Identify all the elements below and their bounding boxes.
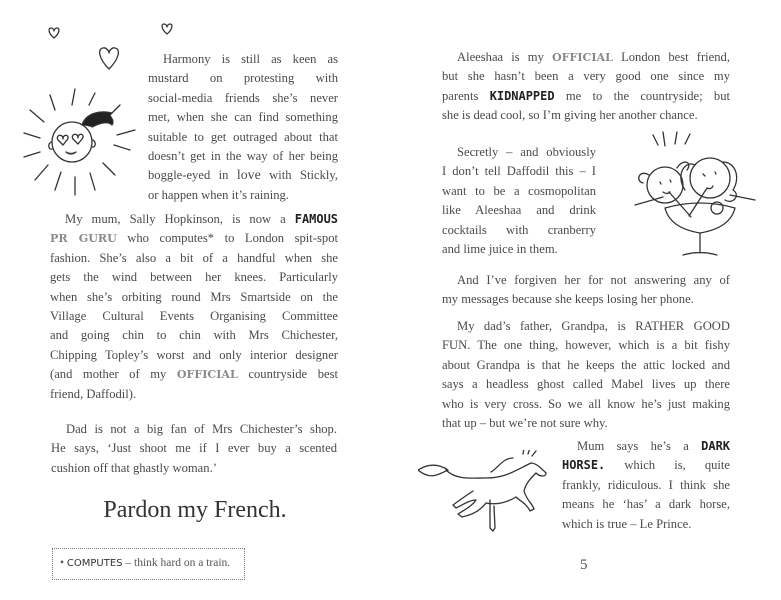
text-segment: she is dead cool, so I’m giving her another chance.	[442, 108, 698, 123]
text-segment: Chipping Topley’s worst and only interior designer	[50, 347, 338, 362]
text-segment: suitable to get outraged about that	[148, 129, 338, 144]
cocktail-girls-illustration	[615, 130, 760, 260]
paragraph-line	[442, 87, 730, 105]
paragraph-line	[577, 437, 730, 455]
text-segment: Secretly – and obviously	[457, 145, 596, 159]
paragraph-line	[442, 336, 730, 354]
paragraph-line	[442, 290, 730, 308]
text-segment: mustard on protesting with	[148, 71, 338, 86]
emphasis-loud: FAMOUS	[294, 212, 338, 226]
text-segment: cocktails with cranberry	[442, 222, 596, 237]
paragraph-line	[457, 48, 730, 67]
text-segment: when she’s orbiting round Mrs Smartside on the	[50, 289, 338, 304]
text-segment: that up – but we’re not sure why.	[442, 416, 608, 430]
text-segment: want to be a cosmopolitan	[442, 183, 596, 198]
text-segment: who computes* to London spit-spot	[116, 231, 338, 246]
text-segment: gets the wind between her knees. Particularly	[50, 270, 338, 285]
text-segment: frankly, ridiculous. I think she	[562, 477, 730, 492]
emphasis-loud: DARK	[701, 439, 730, 453]
paragraph-line	[442, 414, 730, 432]
left-page	[0, 0, 390, 600]
paragraph-line	[148, 69, 338, 87]
text-segment: Mum says he’s a	[577, 439, 702, 453]
paragraph-line	[562, 495, 730, 513]
paragraph-line	[50, 385, 338, 403]
paragraph-line	[148, 147, 338, 165]
paragraph-line	[442, 201, 596, 219]
text-segment: doesn’t get in the way of her being	[148, 149, 338, 163]
text-segment: My mum, Sally Hopkinson, is now a	[65, 212, 295, 226]
paragraph-line	[66, 420, 337, 438]
paragraph-line	[50, 326, 338, 344]
paragraph-line	[457, 271, 730, 289]
paragraph-line	[442, 375, 730, 393]
text-segment: or happen when it’s raining.	[148, 187, 289, 202]
text-segment: FUN. The one thing, however, which is a bit fishy	[442, 338, 730, 353]
footnote-definition: – think hard on a train.	[122, 557, 231, 569]
paragraph-line	[442, 162, 596, 180]
paragraph-line	[148, 186, 338, 204]
paragraph-line	[442, 67, 730, 85]
text-segment: Village Cultural Events Organising Committee	[50, 309, 338, 323]
page-number: 5	[580, 557, 588, 573]
paragraph-line	[50, 307, 338, 325]
heading-text: Pardon my French.	[103, 497, 287, 523]
paragraph-line	[148, 89, 338, 107]
emphasis-loud: KIDNAPPED	[489, 88, 555, 103]
text-segment: and going chin to chin with Mrs Chichester,	[50, 328, 338, 343]
text-segment: my messages because she keeps losing her phone.	[442, 292, 694, 307]
paragraph-line	[65, 210, 338, 228]
paragraph-line	[148, 166, 338, 184]
text-segment: met, when she can find something	[148, 110, 338, 125]
paragraph-line	[51, 459, 337, 477]
text-segment: boggle-eyed in	[148, 168, 237, 183]
paragraph-line	[562, 515, 730, 533]
paragraph-line	[50, 249, 338, 267]
paragraph-line	[50, 268, 338, 286]
paragraph-line	[50, 229, 338, 248]
text-segment: I don’t tell Daffodil this – I	[442, 164, 596, 179]
footnote-box	[52, 548, 245, 580]
text-segment: (and mother of my	[50, 367, 177, 382]
text-segment: friend, Daffodil).	[50, 386, 137, 401]
paragraph-line	[148, 128, 338, 146]
text-segment: me to the countryside; but	[554, 88, 730, 103]
pardon-heading	[0, 497, 390, 524]
emphasis-grey: OFFICIAL	[176, 368, 238, 382]
paragraph-line	[457, 317, 730, 335]
paragraph-line	[562, 476, 730, 494]
heart-icon	[160, 22, 174, 36]
text-segment: Harmony is still as keen as	[163, 52, 338, 66]
text-segment: says a headless ghost called Mabel lives up there	[442, 377, 730, 392]
paragraph-line	[442, 395, 730, 413]
paragraph-line	[50, 365, 338, 384]
text-segment: who is very cross. So we all know he’s just making	[442, 396, 730, 411]
paragraph-line	[442, 356, 730, 374]
text-segment: about Grandpa is that he keeps the attic locked and	[442, 357, 730, 372]
paragraph-line	[50, 288, 338, 306]
paragraph-line	[163, 50, 338, 68]
text-segment: like Aleeshaa and drink	[442, 203, 596, 218]
paragraph-line	[442, 182, 596, 200]
paragraph-line	[51, 439, 337, 457]
text-segment: which is true – Le Prince.	[562, 516, 692, 531]
text-segment: He says, ‘Just shoot me if I ever buy a scented	[51, 441, 337, 456]
heart-icon	[47, 26, 61, 40]
text-segment: and lime juice in them.	[442, 242, 558, 256]
text-segment: which is, quite	[605, 458, 730, 473]
text-segment: fashion. She’s also a bit of a handful when she	[50, 250, 338, 265]
text-segment: cushion off that ghastly woman.’	[51, 460, 217, 475]
paragraph-line	[442, 106, 730, 124]
paragraph-line	[442, 221, 596, 239]
sun-face-illustration	[20, 85, 140, 200]
text-segment: countryside best	[237, 367, 338, 382]
text-segment: but she hasn’t been a very good one since my	[442, 69, 730, 84]
emphasis-grey: PR GURU	[50, 232, 117, 246]
text-segment: Dad is not a big fan of Mrs Chichester’s shop.	[66, 422, 337, 436]
text-segment: Aleeshaa is my	[457, 50, 552, 64]
text-segment: And I’ve forgiven her for not answering any of	[457, 273, 730, 287]
horse-illustration	[418, 450, 548, 540]
paragraph-line	[50, 346, 338, 364]
text-segment: means he ‘has’ a dark horse,	[562, 497, 730, 512]
footnote-term: COMPUTES	[66, 558, 123, 569]
paragraph-line	[148, 108, 338, 126]
text-segment: with Stickly,	[260, 168, 338, 183]
emphasis-love: love	[236, 167, 261, 183]
paragraph-line	[562, 456, 730, 474]
footnote-bullet: •	[60, 557, 65, 569]
text-segment: My dad’s father, Grandpa, is RATHER GOOD	[457, 319, 730, 333]
text-segment: parents	[442, 88, 490, 103]
emphasis-grey: OFFICIAL	[552, 51, 613, 64]
paragraph-line	[457, 143, 596, 161]
emphasis-loud: HORSE.	[562, 458, 606, 473]
heart-icon	[97, 45, 123, 71]
text-segment: social-media friends she’s never	[148, 90, 338, 105]
paragraph-line	[442, 240, 596, 258]
text-segment: London best friend,	[612, 50, 730, 64]
right-page	[390, 0, 781, 600]
